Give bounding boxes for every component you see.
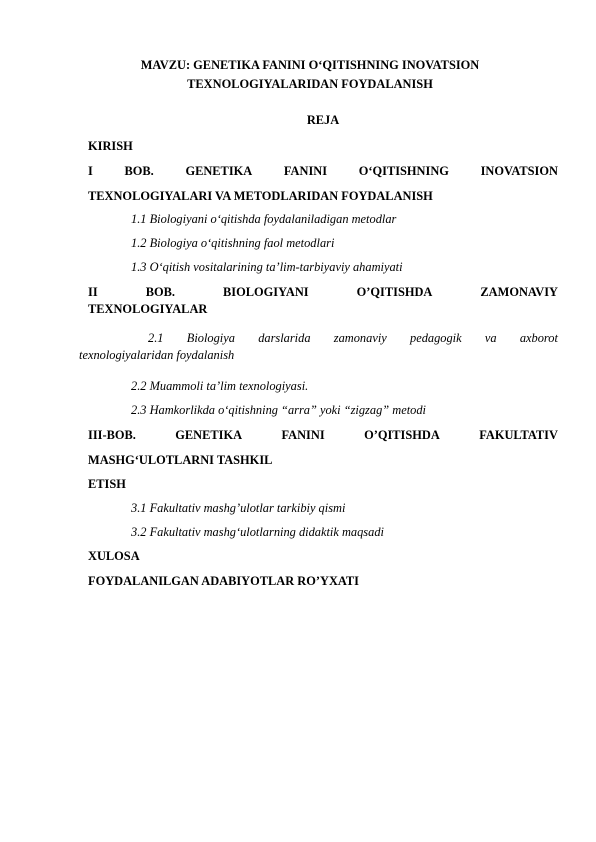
chapter-2-heading-cont: TEXNOLOGIYALAR bbox=[88, 302, 208, 316]
toc-item-3-2: 3.2 Fakultativ mashg‘ulotlarning didaktik maqsadi bbox=[131, 525, 384, 539]
heading-word: INOVATSION bbox=[480, 164, 558, 178]
item-word: axborot bbox=[519, 331, 558, 345]
chapter-1-heading-cont: TEXNOLOGIYALARI VA METODLARIDAN FOYDALANISH bbox=[88, 189, 433, 203]
toc-item-2-1-cont: texnologiyalaridan foydalanish bbox=[79, 348, 235, 362]
intro-heading: KIRISH bbox=[88, 139, 133, 153]
heading-word: FANINI bbox=[283, 164, 328, 178]
heading-word: O’QITISHDA bbox=[356, 285, 433, 299]
toc-item-1-2: 1.2 Biologiya o‘qitishning faol metodlari bbox=[131, 236, 335, 250]
heading-word: FANINI bbox=[281, 428, 325, 442]
item-word: Biologiya bbox=[186, 331, 235, 345]
heading-word: III-BOB. bbox=[88, 428, 136, 442]
chapter-2-heading bbox=[88, 283, 558, 301]
heading-word: O‘QITISHNING bbox=[358, 164, 449, 178]
item-word: darslarida bbox=[258, 331, 311, 345]
item-word: pedagogik bbox=[410, 331, 462, 345]
title-line-1: MAVZU: GENETIKA FANINI O‘QITISHNING INOVATSION bbox=[140, 58, 480, 72]
heading-word: ZAMONAVIY bbox=[480, 285, 558, 299]
toc-item-3-1: 3.1 Fakultativ mashg’ulotlar tarkibiy qismi bbox=[131, 501, 346, 515]
heading-word: GENETIKA bbox=[175, 428, 243, 442]
heading-word: FAKULTATIV bbox=[479, 428, 558, 442]
heading-word: I bbox=[88, 164, 93, 178]
item-word: zamonaviy bbox=[333, 331, 387, 345]
heading-word: II bbox=[88, 285, 98, 299]
toc-item-2-2: 2.2 Muammoli ta’lim texnologiyasi. bbox=[131, 379, 309, 393]
chapter-3-heading-cont-1: MASHG‘ULOTLARNI TASHKIL bbox=[88, 453, 273, 467]
toc-item-1-3: 1.3 O‘qitish vositalarining ta’lim-tarbiyaviy ahamiyati bbox=[131, 260, 403, 274]
conclusion-heading: XULOSA bbox=[88, 549, 140, 563]
heading-word: BIOLOGIYANI bbox=[222, 285, 309, 299]
document-title bbox=[90, 56, 530, 94]
heading-word: BOB. bbox=[124, 164, 154, 178]
heading-word: GENETIKA bbox=[185, 164, 253, 178]
chapter-1-heading bbox=[88, 162, 558, 180]
chapter-3-heading bbox=[88, 426, 558, 444]
heading-word: BOB. bbox=[145, 285, 175, 299]
references-heading: FOYDALANILGAN ADABIYOTLAR RO’YXATI bbox=[88, 574, 360, 588]
toc-item-2-1 bbox=[148, 329, 558, 347]
plan-heading: REJA bbox=[306, 113, 340, 127]
item-word: 2.1 bbox=[148, 331, 164, 345]
toc-item-2-3: 2.3 Hamkorlikda o‘qitishning “arra” yoki “zigzag” metodi bbox=[131, 403, 426, 417]
item-word: va bbox=[484, 331, 497, 345]
title-line-2: TEXNOLOGIYALARIDAN FOYDALANISH bbox=[187, 77, 433, 91]
heading-word: O’QITISHDA bbox=[364, 428, 440, 442]
toc-item-1-1: 1.1 Biologiyani o‘qitishda foydalaniladigan metodlar bbox=[131, 212, 397, 226]
chapter-3-heading-cont-2: ETISH bbox=[88, 477, 126, 491]
